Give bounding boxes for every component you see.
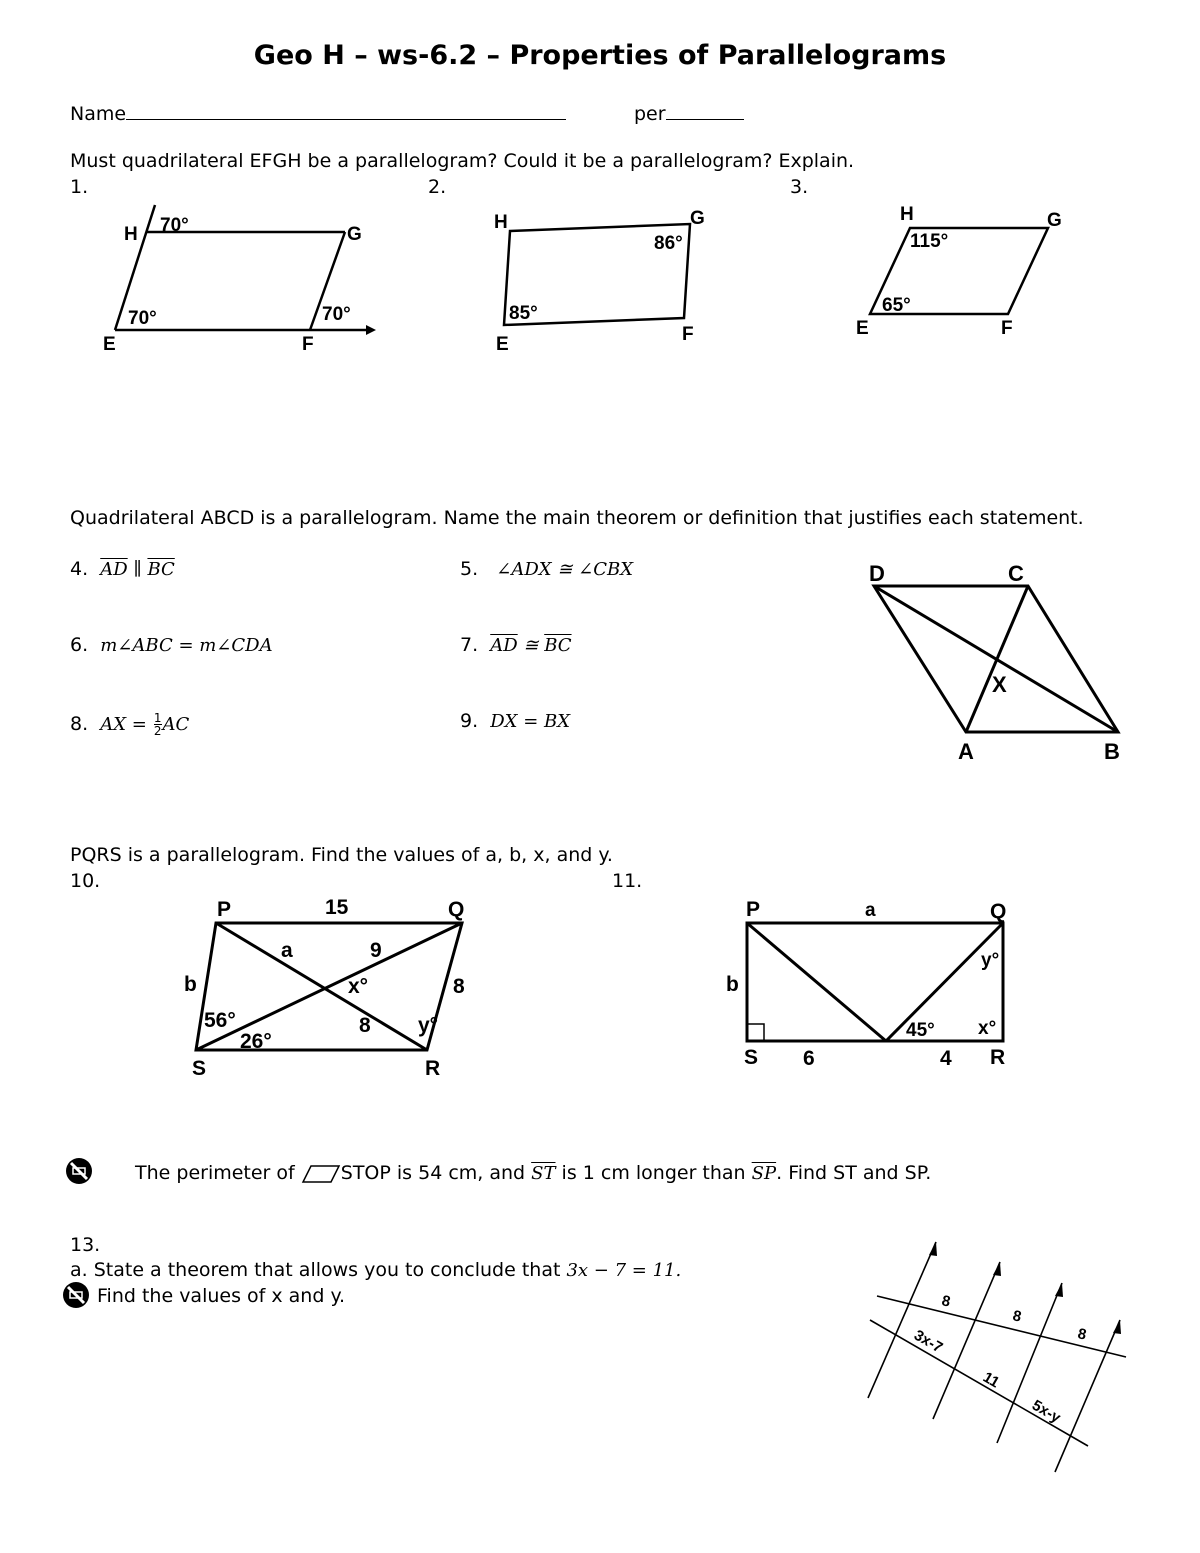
statement-lhs: AX =	[100, 714, 147, 735]
problem12-text-mid1: is 54 cm, and	[390, 1162, 532, 1184]
fig2-label-h: H	[494, 212, 508, 233]
fig11-angle-y: y°	[981, 950, 1000, 971]
problem-number-10: 10.	[70, 870, 101, 892]
fig1-angle-e: 70°	[128, 308, 157, 329]
fig10-label-p: P	[217, 898, 232, 921]
statement-number: 9.	[460, 710, 479, 732]
statement-number: 5.	[460, 558, 479, 580]
relation-symbol: ≅	[517, 635, 545, 656]
arrowhead-1	[929, 1242, 937, 1256]
fig3-label-g: G	[1047, 210, 1062, 231]
fig10-label-q: Q	[448, 898, 465, 921]
abcd-label-c: C	[1008, 561, 1024, 586]
transversal-1	[877, 1296, 1126, 1357]
statement-number: 4.	[70, 558, 89, 580]
page-title: Geo H – ws-6.2 – Properties of Parallelograms	[253, 40, 947, 71]
problem-number-11: 11.	[612, 870, 643, 892]
fig10-side-8: 8	[453, 975, 465, 998]
parallel-line-1	[868, 1242, 936, 1398]
fig11-angle-x: x°	[978, 1018, 997, 1039]
fig1-label-h: H	[124, 224, 138, 245]
fig2-angle-g: 86°	[654, 233, 683, 254]
arrowhead-4	[1113, 1320, 1121, 1334]
statement-text: DX = BX	[490, 711, 571, 732]
fig13-seg-8c: 8	[1076, 1325, 1088, 1344]
fig3-label-f: F	[1001, 318, 1013, 339]
fig2-label-g: G	[690, 208, 705, 229]
fig13-seg-5x-y: 5x-y	[1029, 1396, 1064, 1427]
statement-text: m∠ABC = m∠CDA	[100, 635, 273, 656]
fig10-angle-x: x°	[348, 975, 369, 998]
fig10-label-b: b	[184, 973, 197, 996]
fig2-label-e: E	[496, 334, 509, 355]
fraction-denominator: 2	[153, 724, 162, 738]
fig1-label-e: E	[103, 334, 116, 355]
fig11-label-s: S	[744, 1046, 759, 1069]
fig1-angle-f: 70°	[322, 304, 351, 325]
fig11-label-q: Q	[990, 900, 1007, 923]
problem13-part-b: Find the values of x and y.	[97, 1285, 346, 1307]
section1-instruction: Must quadrilateral EFGH be a parallelogram? Could it be a parallelogram? Explain.	[70, 150, 855, 172]
problem12-text-start: The perimeter of	[135, 1162, 295, 1184]
problem13-a-text: a. State a theorem that allows you to conclude that	[70, 1259, 567, 1281]
fig3-label-e: E	[856, 318, 869, 339]
section2-instruction: Quadrilateral ABCD is a parallelogram. Name the main theorem or definition that justifies each statement.	[70, 507, 1084, 529]
fig10-side-top: 15	[325, 896, 349, 919]
relation-symbol: ∥	[127, 559, 148, 580]
fig2-angle-e: 85°	[509, 303, 538, 324]
abcd-label-a: A	[958, 739, 974, 764]
problem12-text-end: . Find ST and SP.	[776, 1162, 932, 1184]
fig10-angle-26: 26°	[240, 1030, 272, 1053]
fig10-seg-8: 8	[359, 1014, 371, 1037]
abcd-label-b: B	[1104, 739, 1120, 764]
problem-number-2: 2.	[428, 176, 447, 198]
abcd-label-d: D	[869, 561, 885, 586]
problem13-equation: 3x − 7 = 11.	[566, 1260, 682, 1281]
fig11-label-p: P	[746, 898, 761, 921]
fig13-seg-11: 11	[980, 1368, 1003, 1392]
fig10-angle-y: y°	[418, 1014, 439, 1037]
arrowhead-2	[993, 1262, 1001, 1276]
fig3-label-h: H	[900, 204, 914, 225]
per-label: per	[634, 103, 666, 125]
section3-instruction: PQRS is a parallelogram. Find the values of a, b, x, and y.	[70, 844, 613, 866]
segment-sp: $\overline{SP}$	[751, 1163, 777, 1184]
fig11-seg-4: 4	[940, 1047, 952, 1070]
fraction-numerator: 1	[153, 711, 162, 725]
statement-number: 8.	[70, 713, 89, 735]
statement-text: ∠ADX ≅ ∠CBX	[496, 559, 634, 580]
fig1-angle-top: 70°	[160, 215, 189, 236]
arrowhead-3	[1055, 1283, 1063, 1297]
fig13-seg-8a: 8	[940, 1292, 952, 1311]
segment-bc: $\overline{BC}$	[544, 635, 572, 656]
fig10-angle-56: 56°	[204, 1009, 236, 1032]
statement-rhs: AC	[162, 714, 190, 735]
fig11-label-r: R	[990, 1046, 1006, 1069]
fig10-label-s: S	[192, 1057, 207, 1080]
statement-number: 6.	[70, 634, 89, 656]
fig11-label-a: a	[865, 900, 876, 921]
problem-number-1: 1.	[70, 176, 89, 198]
fig11-angle-45: 45°	[906, 1020, 935, 1041]
fig10-label-r: R	[425, 1057, 441, 1080]
fig10-seg-9: 9	[370, 939, 382, 962]
problem-number-13: 13.	[70, 1234, 101, 1256]
fig3-angle-h: 115°	[910, 231, 949, 252]
name-label: Name	[70, 103, 127, 125]
segment-bc: $\overline{BC}$	[147, 559, 175, 580]
abcd-label-x: X	[992, 672, 1007, 697]
fig10-label-a: a	[281, 939, 293, 962]
segment-st: $\overline{ST}$	[531, 1163, 556, 1184]
fig1-label-f: F	[302, 334, 314, 355]
fig3-angle-e: 65°	[882, 295, 911, 316]
problem12-shape-name: STOP	[340, 1162, 391, 1184]
problem12-text-mid2: is 1 cm longer than	[555, 1162, 752, 1184]
segment-ad: $\overline{AD}$	[490, 635, 518, 656]
fig1-label-g: G	[347, 224, 362, 245]
fig2-label-f: F	[682, 324, 694, 345]
fig13-seg-3x-7: 3x-7	[911, 1326, 946, 1357]
segment-ad: $\overline{AD}$	[100, 559, 128, 580]
problem-number-3: 3.	[790, 176, 809, 198]
fig13-seg-8b: 8	[1011, 1307, 1023, 1326]
fig11-seg-6: 6	[803, 1047, 815, 1070]
statement-number: 7.	[460, 634, 479, 656]
fig11-label-b: b	[726, 973, 739, 996]
